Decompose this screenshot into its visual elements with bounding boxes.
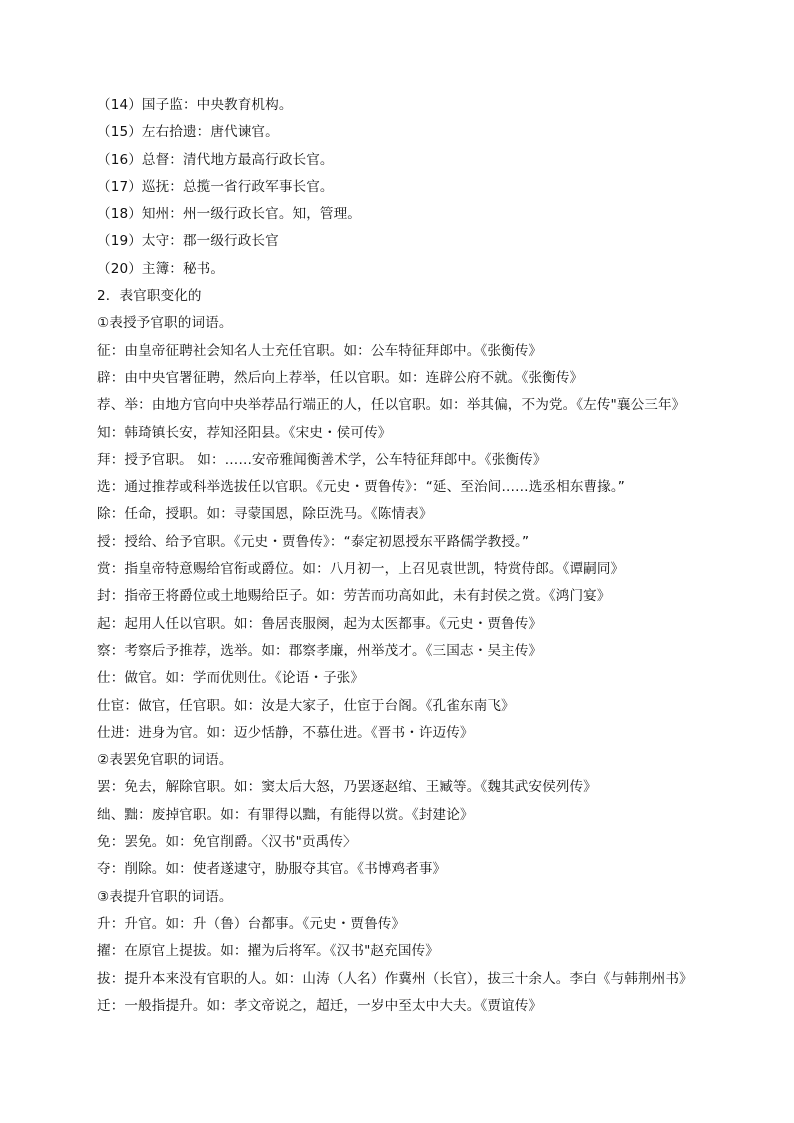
text-line: 赏：指皇帝特意赐给官衔或爵位。如：八月初一，上召见袁世凯，特赏侍郎。《谭嗣同》	[97, 561, 625, 578]
text-line: （16）总督：清代地方最高行政长官。	[97, 151, 334, 168]
text-line: 擢：在原官上提拔。如：擢为后将军。《汉书"赵充国传》	[97, 943, 439, 960]
text-line: （15）左右拾遗：唐代谏官。	[97, 124, 279, 141]
text-line: 罢：免去，解除官职。如：窦太后大怒，乃罢逐赵绾、王臧等。《魏其武安侯列传》	[97, 779, 597, 796]
text-line: （18）知州：州一级行政长官。知，管理。	[97, 206, 361, 223]
text-line: 迁：一般指提升。如：孝文帝说之，超迁，一岁中至太中大夫。《贾谊传》	[97, 997, 543, 1014]
text-line: 免：罢免。如：免官削爵。〈汉书"贡禹传〉	[97, 834, 357, 851]
text-line: 选：通过推荐或科举选拔任以官职。《元史・贾鲁传》：“延、至治间……选丞相东曹掾。”	[97, 479, 625, 496]
text-line: （17）巡抚：总揽一省行政军事长官。	[97, 178, 334, 195]
text-line: 授：授给、给予官职。《元史・贾鲁传》：“泰定初恩授东平路儒学教授。”	[97, 533, 530, 550]
text-line: 除：任命，授职。如：寻蒙国恩，除臣洗马。《陈情表》	[97, 506, 433, 523]
document-body	[97, 92, 737, 1020]
text-line: 封：指帝王将爵位或土地赐给臣子。如：劳苦而功高如此，未有封侯之赏。《鸿门宴》	[97, 588, 611, 605]
subsection-heading: ②表罢免官职的词语。	[97, 752, 233, 769]
text-line: （19）太守：郡一级行政长官	[97, 233, 279, 250]
text-line: 仕宦：做官，任官职。如：汝是大家子，仕宦于台阁。《孔雀东南飞》	[97, 697, 515, 714]
section-heading: 2．表官职变化的	[97, 288, 202, 305]
text-line: 辟：由中央官署征聘，然后向上荐举，任以官职。如：连辟公府不就。《张衡传》	[97, 369, 584, 386]
text-line: 荐、举：由地方官向中央举荐品行端正的人，任以官职。如：举其偏，不为党。《左传"襄公三年》	[97, 397, 686, 414]
text-line: （14）国子监：中央教育机构。	[97, 97, 293, 113]
text-line: （20）主簿：秘书。	[97, 260, 225, 277]
text-line: 夺：削除。如：使者遂逮守，胁服夺其官。《书博鸡者事》	[97, 861, 447, 878]
text-line: 征：由皇帝征聘社会知名人士充任官职。如：公车特征拜郎中。《张衡传》	[97, 342, 543, 359]
text-line: 绌、黜：废掉官职。如：有罪得以黜，有能得以赏。《封建论》	[97, 806, 474, 823]
text-line: 起：起用人任以官职。如：鲁居丧服阕，起为太医都事。《元史・贾鲁传》	[97, 615, 543, 632]
text-line: 察：考察后予推荐，选举。如：郡察孝廉，州举茂才。《三国志・吴主传》	[97, 642, 543, 659]
text-line: 知：韩琦镇长安，荐知泾阳县。《宋史・侯可传》	[97, 424, 392, 441]
text-line: 升：升官。如：升（鲁）台都事。《元史・贾鲁传》	[97, 915, 406, 932]
text-line: 拜：授予官职。 如：……安帝雅闻衡善术学，公车特征拜郎中。《张衡传》	[97, 451, 547, 468]
subsection-heading: ①表授予官职的词语。	[97, 315, 233, 332]
text-line: 仕进：进身为官。如：迈少恬静，不慕仕进。《晋书・许迈传》	[97, 724, 474, 741]
text-line: 拔：提升本来没有官职的人。如：山涛（人名）作冀州（长官），拔三十余人。李白《与韩荆州书》	[97, 970, 693, 987]
text-line: 仕：做官。如：学而优则仕。《论语・子张》	[97, 670, 365, 687]
subsection-heading: ③表提升官职的词语。	[97, 888, 233, 905]
